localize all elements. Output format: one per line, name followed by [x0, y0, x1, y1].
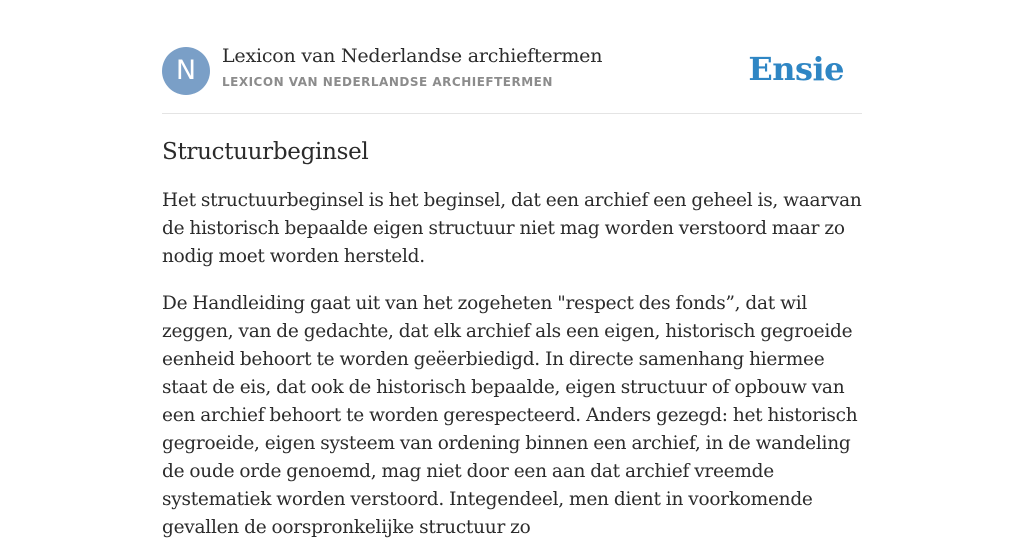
avatar[interactable]: N	[162, 47, 210, 95]
entry-title: Structuurbeginsel	[162, 139, 369, 165]
site-title[interactable]: Lexicon van Nederlandse archieftermen	[222, 45, 603, 67]
entry-paragraph: Het structuurbeginsel is het beginsel, dat een archief een geheel is, waarvan de historisch bepaalde eigen structuur niet mag worden verstoord maar zo nodig moet worden hersteld.	[162, 190, 862, 267]
page	[162, 0, 862, 542]
header	[162, 0, 862, 114]
site-subtitle: LEXICON VAN NEDERLANDSE ARCHIEFTERMEN	[222, 75, 553, 89]
ensie-logo-link[interactable]: Ensie	[748, 50, 844, 88]
entry-paragraph: De Handleiding gaat uit van het zogeheten "respect des fonds”, dat wil zeggen, van de gedachte, dat elk archief als een eigen, historisch gegroeide eenheid behoort te worden geëerbiedigd. In directe samenhang hiermee staat de eis, dat ook de historisch bepaalde, eigen structuur of opbouw van een archief behoort te worden gerespecteerd. Anders gezegd: het historisch gegroeide, eigen systeem van ordening binnen een archief, in de wandeling de oude orde genoemd, mag niet door een aan dat archief vreemde systematiek worden verstoord. Integendeel, men dient in voorkomende gevallen de oorspronkelijke structuur zo	[162, 293, 858, 538]
